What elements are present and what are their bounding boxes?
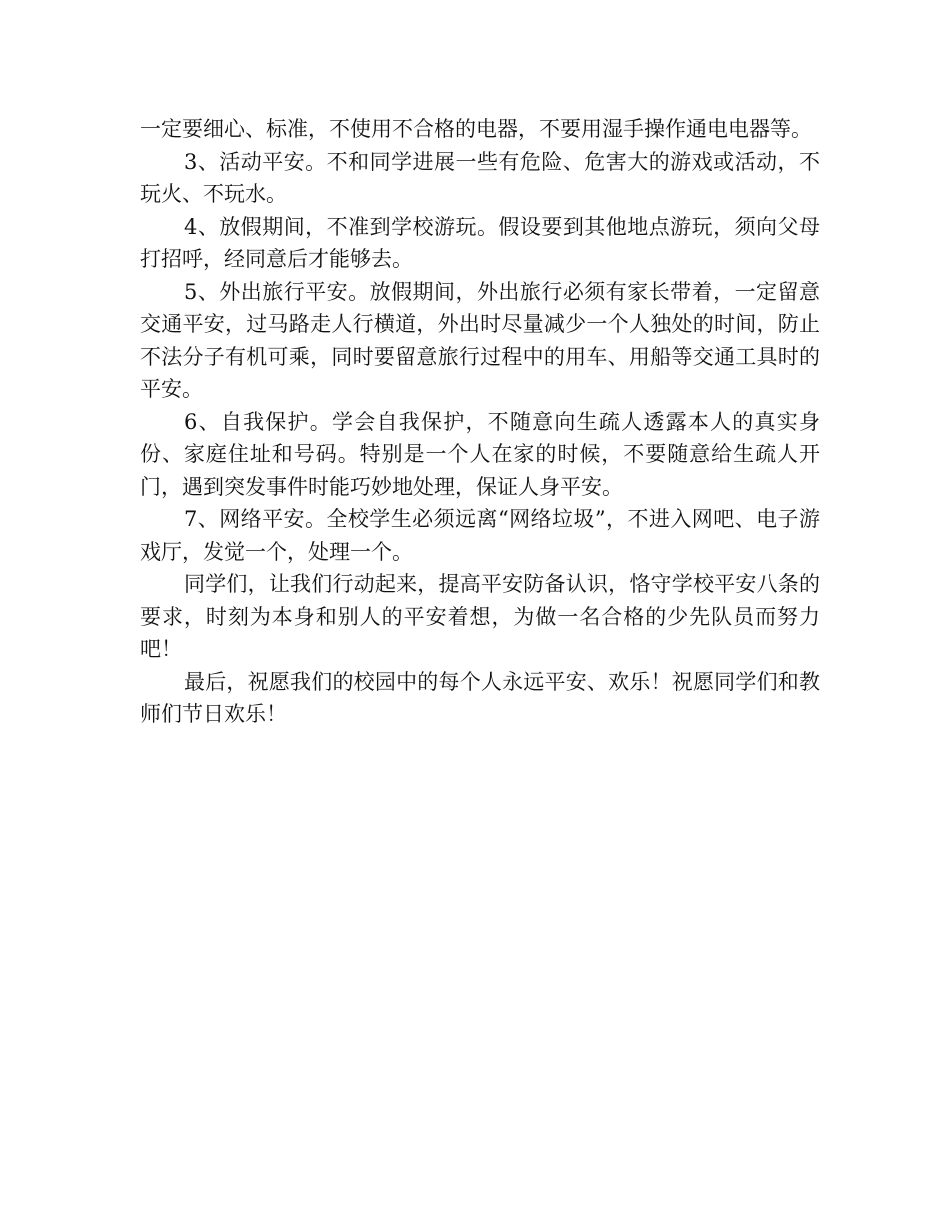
paragraph-travel-safety: 5、外出旅行平安。放假期间，外出旅行必须有家长带着，一定留意交通平安，过马路走人行横道，外出时尽量减少一个人独处的时间，防止不法分子有机可乘，同时要留意旅行过程中的用车、用船等交通工具时的平安。 [140, 279, 820, 401]
paragraph-activity-safety: 3、活动平安。不和同学进展一些有危险、危害大的游戏或活动，不玩火、不玩水。 [140, 149, 820, 206]
paragraph-call-to-action: 同学们，让我们行动起来，提高平安防备认识，恪守学校平安八条的要求，时刻为本身和别人的平安着想，为做一名合格的少先队员而努力吧！ [140, 572, 820, 661]
paragraph-electrical-safety-continued: 一定要细心、标准，不使用不合格的电器，不要用湿手操作通电电器等。 [140, 117, 812, 141]
paragraph-internet-safety: 7、网络平安。全校学生必须远离“网络垃圾”，不进入网吧、电子游戏厅，发觉一个，处理一个。 [140, 507, 820, 564]
paragraph-holiday-rules: 4、放假期间，不准到学校游玩。假设要到其他地点游玩，须向父母打招呼，经同意后才能够去。 [140, 214, 820, 271]
paragraph-self-protection: 6、自我保护。学会自我保护，不随意向生疏人透露本人的真实身份、家庭住址和号码。特别是一个人在家的时候，不要随意给生疏人开门，遇到突发事件时能巧妙地处理，保证人身平安。 [140, 409, 820, 499]
paragraph-closing-wishes: 最后，祝愿我们的校园中的每个人永远平安、欢乐！祝愿同学们和教师们节日欢乐！ [140, 669, 820, 726]
document-body [140, 113, 820, 731]
